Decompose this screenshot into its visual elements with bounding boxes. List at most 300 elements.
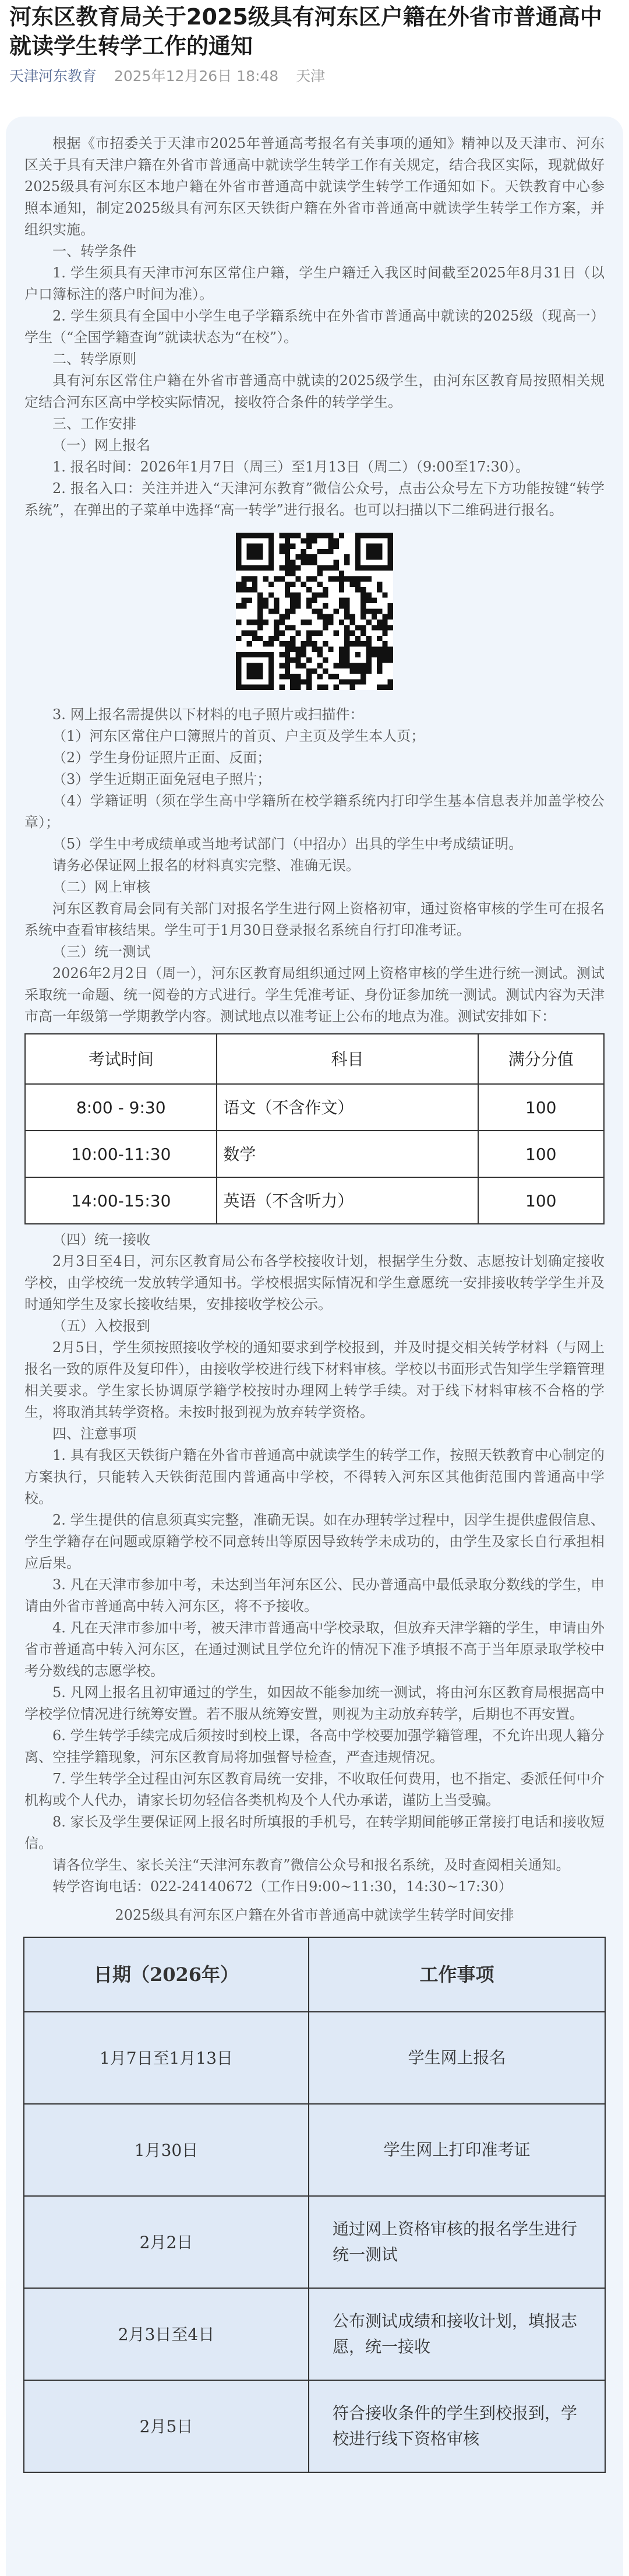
qr-module <box>361 565 366 571</box>
qr-module <box>377 685 382 690</box>
qr-module <box>361 631 366 636</box>
qr-module <box>344 647 349 652</box>
time-cell: 14:00-15:30 <box>25 1177 217 1224</box>
qr-module <box>252 554 257 559</box>
qr-module <box>236 544 241 549</box>
qr-module <box>334 608 339 614</box>
qr-module <box>252 549 257 554</box>
qr-module <box>323 641 328 646</box>
qr-module <box>344 576 349 581</box>
qr-module <box>344 554 349 559</box>
qr-module <box>317 674 323 679</box>
qr-module <box>290 533 295 538</box>
qr-module <box>382 641 387 646</box>
qr-module <box>377 554 382 559</box>
qr-module <box>350 663 355 668</box>
qr-module <box>312 598 317 603</box>
qr-module <box>372 625 377 630</box>
qr-module <box>252 620 257 625</box>
qr-module <box>279 631 284 636</box>
qr-module <box>377 549 382 554</box>
qr-module <box>339 647 344 652</box>
task-cell: 公布测试成绩和接收计划，填报志愿，统一接收 <box>309 2288 605 2380</box>
article-title: 河东区教育局关于2025级具有河东区户籍在外省市普通高中就读学生转学工作的通知 <box>9 4 602 59</box>
qr-module <box>301 538 306 543</box>
paragraph: 1. 具有我区天铁街户籍在外省市普通高中就读学生的转学工作，按照天铁教育中心制定的方案执行，只能转入天铁街范围内普通高中学校，不得转入河东区其他街范围内普通高中学校。 <box>24 1447 605 1507</box>
qr-module <box>279 674 284 679</box>
qr-module <box>388 554 393 559</box>
qr-module <box>241 603 246 608</box>
qr-module <box>247 641 252 646</box>
qr-module <box>263 598 268 603</box>
qr-module <box>355 533 361 538</box>
qr-module <box>388 614 393 620</box>
qr-module <box>366 576 371 581</box>
qr-module <box>301 549 306 554</box>
qr-module <box>312 608 317 614</box>
qr-module <box>361 587 366 592</box>
qr-module <box>366 668 371 674</box>
qr-module <box>268 657 274 663</box>
material-item: （4）学籍证明（须在学生高中学籍所在校学籍系统内打印学生基本信息表并加盖学校公章）； <box>24 793 605 830</box>
qr-module <box>290 679 295 684</box>
qr-module <box>241 565 246 571</box>
qr-module <box>361 598 366 603</box>
qr-module <box>290 636 295 641</box>
qr-module <box>285 663 290 668</box>
header-cell: 满分分值 <box>478 1034 604 1084</box>
subsection-heading: （三）统一测试 <box>52 944 150 960</box>
qr-module <box>285 652 290 657</box>
qr-module <box>290 582 295 587</box>
qr-module <box>377 668 382 674</box>
qr-module <box>377 544 382 549</box>
qr-module <box>268 544 274 549</box>
qr-module <box>236 587 241 592</box>
material-item: （3）学生近期正面免冠电子照片； <box>52 771 271 787</box>
paragraph: 请各位学生、家长关注“天津河东教育”微信公众号和报名系统，及时查阅相关通知。 <box>52 1857 570 1873</box>
qr-module <box>388 549 393 554</box>
qr-module <box>382 652 387 657</box>
qr-module <box>355 663 361 668</box>
paragraph: 3. 网上报名需提供以下材料的电子照片或扫描件： <box>52 706 364 723</box>
qr-module <box>323 625 328 630</box>
header-cell: 科目 <box>217 1034 478 1084</box>
qr-module <box>236 685 241 690</box>
qr-module <box>295 603 301 608</box>
qr-module <box>285 565 290 571</box>
section-heading: 三、工作安排 <box>52 416 136 432</box>
qr-module <box>252 565 257 571</box>
qr-module <box>274 598 279 603</box>
qr-module <box>263 641 268 646</box>
qr-module <box>263 620 268 625</box>
task-cell: 通过网上资格审核的报名学生进行统一测试 <box>309 2196 605 2288</box>
qr-module <box>247 631 252 636</box>
qr-module <box>388 544 393 549</box>
qr-module <box>366 641 371 646</box>
qr-module <box>241 598 246 603</box>
qr-module <box>377 620 382 625</box>
qr-module <box>268 674 274 679</box>
qr-module <box>328 620 333 625</box>
paragraph: 2月3日至4日，河东区教育局公布各学校接收计划，根据学生分数、志愿按计划确定接收学校，由学校统一发放转学通知书。学校根据实际情况和学生意愿统一安排接收转学学生并及时通知学生及家长接收结果，安排接收学校公示。 <box>24 1253 605 1312</box>
qr-module <box>334 685 339 690</box>
qr-module <box>279 641 284 646</box>
qr-module <box>323 533 328 538</box>
qr-module <box>339 587 344 592</box>
table-header-row <box>25 1034 604 1084</box>
qr-module <box>268 592 274 597</box>
qr-module <box>344 560 349 565</box>
qr-module <box>382 614 387 620</box>
qr-module <box>295 657 301 663</box>
qr-module <box>323 603 328 608</box>
qr-module <box>252 576 257 581</box>
material-item: （5）学生中考成绩单或当地考试部门（中招办）出具的学生中考成绩证明。 <box>52 836 523 852</box>
score-cell: 100 <box>478 1131 604 1177</box>
qr-module <box>350 576 355 581</box>
registration-qr-code-icon[interactable] <box>236 533 393 690</box>
qr-module <box>355 544 361 549</box>
qr-module <box>312 560 317 565</box>
qr-module <box>372 652 377 657</box>
header-cell: 工作事项 <box>309 1937 605 2012</box>
qr-module <box>317 685 323 690</box>
qr-module <box>377 652 382 657</box>
qr-module <box>323 592 328 597</box>
qr-module <box>334 674 339 679</box>
qr-module <box>279 565 284 571</box>
qr-module <box>382 647 387 652</box>
qr-module <box>355 560 361 565</box>
date-cell: 2月5日 <box>24 2380 309 2472</box>
table-row <box>24 2012 605 2104</box>
qr-module <box>301 582 306 587</box>
paragraph: 2026年2月2日（周一），河东区教育局组织通过网上资格审核的学生进行统一测试。测试采取统一命题、统一阅卷的方式进行。学生凭准考证、身份证参加统一测试。测试内容为天津市高一年级第一学期教学内容。测试地点以准考证上公布的地点为准。测试安排如下： <box>24 965 605 1025</box>
qr-module <box>306 620 312 625</box>
qr-module <box>361 663 366 668</box>
date-cell: 1月30日 <box>24 2104 309 2196</box>
qr-module <box>285 582 290 587</box>
material-item: （1）河东区常住户口簿照片的首页、户主页及学生本人页； <box>52 728 425 744</box>
qr-module <box>268 641 274 646</box>
qr-module <box>301 554 306 559</box>
qr-module <box>247 668 252 674</box>
qr-module <box>306 631 312 636</box>
qr-module <box>236 565 241 571</box>
qr-module <box>388 603 393 608</box>
qr-module <box>361 603 366 608</box>
qr-module <box>339 679 344 684</box>
qr-module <box>372 598 377 603</box>
paragraph: 4. 凡在天津市参加中考，被天津市普通高中学校录取，但放弃天津学籍的学生，申请由外省市普通高中转入河东区，在通过测试且学位允许的情况下准予填报不高于当年原录取学校中考分数线的志愿学校。 <box>24 1620 605 1679</box>
qr-module <box>247 587 252 592</box>
paragraph: 2. 学生须具有全国中小学生电子学籍系统中在外省市普通高中就读的2025级（现高一）学生（“全国学籍查询”就读状态为“在校”）。 <box>24 308 605 346</box>
qr-module <box>295 554 301 559</box>
qr-module <box>285 538 290 543</box>
qr-module <box>285 549 290 554</box>
qr-module <box>252 663 257 668</box>
qr-module <box>312 554 317 559</box>
qr-module <box>328 614 333 620</box>
qr-module <box>263 533 268 538</box>
qr-module <box>377 636 382 641</box>
publish-date: 2025年12月26日 18:48 <box>114 68 279 85</box>
qr-module <box>236 549 241 554</box>
qr-module <box>328 565 333 571</box>
qr-module <box>279 652 284 657</box>
paragraph: 8. 家长及学生要保证网上报名时所填报的手机号，在转学期间能够正常接打电话和接收短信。 <box>24 1814 605 1852</box>
qr-module <box>268 652 274 657</box>
article-meta <box>9 66 621 86</box>
qr-module <box>268 565 274 571</box>
qr-module <box>257 598 263 603</box>
qr-module <box>306 587 312 592</box>
qr-module <box>361 668 366 674</box>
qr-module <box>344 631 349 636</box>
qr-module <box>361 592 366 597</box>
qr-module <box>366 636 371 641</box>
date-cell: 2月2日 <box>24 2196 309 2288</box>
qr-module <box>372 565 377 571</box>
qr-module <box>306 641 312 646</box>
paragraph: 1. 报名时间：2026年1月7日（周三）至1月13日（周二）（9:00至17:30）。 <box>52 459 530 475</box>
qr-module <box>350 620 355 625</box>
qr-module <box>355 587 361 592</box>
qr-module <box>236 663 241 668</box>
qr-module <box>388 538 393 543</box>
paragraph: 2月5日，学生须按照接收学校的通知要求到学校报到，并及时提交相关转学材料（与网上报名一致的原件及复印件），由接收学校进行线下材料审核。学校以书面形式告知学生学籍管理相关要求。学生家长协调原学籍学校按时办理网上转学手续。对于线下材料审核不合格的学生，将取消其转学资格。未按时报到视为放弃转学资格。 <box>24 1339 605 1420</box>
task-cell: 符合接收条件的学生到校报到，学校进行线下资格审核 <box>309 2380 605 2472</box>
qr-module <box>388 625 393 630</box>
paragraph: 2. 学生提供的信息须真实完整，准确无误。如在办理转学过程中，因学生提供虚假信息、学生学籍存在问题或原籍学校不同意转出等原因导致转学未成功的，由学生及家长自行承担相应后果。 <box>24 1512 605 1571</box>
qr-module <box>355 554 361 559</box>
qr-module <box>323 685 328 690</box>
section-heading: 二、转学原则 <box>52 351 136 367</box>
qr-module <box>328 538 333 543</box>
qr-module <box>257 663 263 668</box>
qr-module <box>279 685 284 690</box>
qr-module <box>361 679 366 684</box>
qr-module <box>241 587 246 592</box>
qr-module <box>317 571 323 576</box>
qr-module <box>355 625 361 630</box>
qr-module <box>377 663 382 668</box>
paragraph: 具有河东区常住户籍在外省市普通高中就读的2025级学生，由河东区教育局按照相关规定结合河东区高中学校实际情况，接收符合条件的转学学生。 <box>24 372 605 410</box>
qr-module <box>366 554 371 559</box>
qr-module <box>236 582 241 587</box>
header-cell: 考试时间 <box>25 1034 217 1084</box>
qr-module <box>257 592 263 597</box>
publish-location: 天津 <box>296 68 326 85</box>
qr-module <box>268 560 274 565</box>
paragraph: 7. 学生转学全过程由河东区教育局统一安排，不收取任何费用，也不指定、委派任何中介机构或个人代办，请家长切勿轻信各类机构及个人代办承诺，谨防上当受骗。 <box>24 1771 605 1808</box>
qr-module <box>295 631 301 636</box>
table-row <box>25 1084 604 1131</box>
qr-module <box>366 647 371 652</box>
qr-module <box>344 603 349 608</box>
qr-module <box>350 668 355 674</box>
qr-module <box>241 631 246 636</box>
timeline-caption: 2025级具有河东区户籍在外省市普通高中就读学生转学时间安排 <box>115 1907 514 1923</box>
author-link[interactable]: 天津河东教育 <box>9 68 97 85</box>
qr-module <box>339 533 344 538</box>
qr-module <box>295 576 301 581</box>
qr-module <box>339 571 344 576</box>
qr-module <box>268 668 274 674</box>
qr-module <box>334 565 339 571</box>
qr-module <box>366 544 371 549</box>
qr-module <box>301 620 306 625</box>
qr-module <box>268 663 274 668</box>
qr-module <box>268 538 274 543</box>
task-cell: 学生网上报名 <box>309 2012 605 2104</box>
qr-module <box>312 641 317 646</box>
qr-module <box>339 598 344 603</box>
qr-module <box>328 533 333 538</box>
qr-module <box>290 544 295 549</box>
qr-module <box>268 582 274 587</box>
table-row <box>24 2380 605 2472</box>
qr-module <box>312 576 317 581</box>
qr-module <box>268 554 274 559</box>
qr-module <box>366 533 371 538</box>
qr-module <box>247 565 252 571</box>
subsection-heading: （二）网上审核 <box>52 879 150 895</box>
qr-module <box>257 636 263 641</box>
qr-module <box>372 647 377 652</box>
qr-module <box>290 598 295 603</box>
qr-module <box>290 685 295 690</box>
header-cell: 日期（2026年） <box>24 1937 309 2012</box>
qr-module <box>285 554 290 559</box>
qr-module <box>301 663 306 668</box>
qr-module <box>241 576 246 581</box>
paragraph: 1. 学生须具有天津市河东区常住户籍，学生户籍迁入我区时间截至2025年8月31日（以户口簿标注的落户时间为准）。 <box>24 265 605 302</box>
qr-module <box>388 652 393 657</box>
qr-module <box>382 625 387 630</box>
qr-module <box>236 560 241 565</box>
qr-module <box>344 608 349 614</box>
qr-module <box>377 565 382 571</box>
qr-module <box>382 565 387 571</box>
qr-module <box>247 554 252 559</box>
qr-module <box>361 641 366 646</box>
qr-module <box>317 631 323 636</box>
qr-module <box>317 592 323 597</box>
qr-module <box>295 679 301 684</box>
qr-module <box>323 565 328 571</box>
qr-module <box>285 533 290 538</box>
qr-module <box>328 549 333 554</box>
qr-module <box>274 620 279 625</box>
qr-module <box>382 631 387 636</box>
qr-module <box>382 685 387 690</box>
qr-module <box>382 657 387 663</box>
paragraph: 2. 报名入口：关注并进入“天津河东教育”微信公众号，点击公众号左下方功能按键“转学系统”，在弹出的子菜单中选择“高一转学”进行报名。也可以扫描以下二维码进行报名。 <box>24 480 605 518</box>
date-cell: 2月3日至4日 <box>24 2288 309 2380</box>
qr-module <box>350 614 355 620</box>
qr-module <box>247 533 252 538</box>
qr-module <box>355 565 361 571</box>
time-cell: 10:00-11:30 <box>25 1131 217 1177</box>
qr-module <box>339 657 344 663</box>
qr-module <box>361 614 366 620</box>
qr-module <box>355 679 361 684</box>
qr-module <box>290 592 295 597</box>
qr-module <box>355 668 361 674</box>
qr-module <box>236 603 241 608</box>
qr-module <box>312 647 317 652</box>
qr-module <box>285 614 290 620</box>
qr-module <box>247 576 252 581</box>
qr-module <box>306 554 312 559</box>
qr-module <box>323 657 328 663</box>
subject-cell: 英语（不含听力） <box>217 1177 478 1224</box>
qr-module <box>279 663 284 668</box>
qr-module <box>252 636 257 641</box>
qr-module <box>339 603 344 608</box>
qr-module <box>236 533 241 538</box>
qr-module <box>290 565 295 571</box>
qr-module <box>257 608 263 614</box>
qr-module <box>323 668 328 674</box>
qr-module <box>317 652 323 657</box>
qr-module <box>285 625 290 630</box>
qr-module <box>306 538 312 543</box>
qr-module <box>372 549 377 554</box>
table-row <box>25 1131 604 1177</box>
qr-module <box>285 668 290 674</box>
qr-module <box>247 685 252 690</box>
qr-module <box>334 663 339 668</box>
qr-module <box>344 652 349 657</box>
material-item: （2）学生身份证照片正面、反面； <box>52 749 271 766</box>
qr-module <box>295 565 301 571</box>
qr-module <box>295 647 301 652</box>
qr-module <box>306 576 312 581</box>
qr-module <box>366 598 371 603</box>
intro-paragraph: 根据《市招委关于天津市2025年普通高考报名有关事项的通知》精神以及天津市、河东区关于具有天津户籍在外省市普通高中就读学生转学工作有关规定，结合我区实际，现就做好2025级具有河东区本地户籍在外省市普通高中就读学生转学工作通知如下。天铁教育中心参照本通知，制定2025级具有河东区天铁街户籍在外省市普通高中就读学生转学工作方案，并组织实施。 <box>24 135 605 238</box>
date-cell: 1月7日至1月13日 <box>24 2012 309 2104</box>
qr-module <box>257 603 263 608</box>
test-schedule-table <box>24 1033 605 1224</box>
qr-module <box>306 533 312 538</box>
qr-module <box>388 565 393 571</box>
section-heading: 四、注意事项 <box>52 1426 136 1442</box>
qr-module <box>377 657 382 663</box>
qr-module <box>241 533 246 538</box>
qr-module <box>279 533 284 538</box>
subject-cell: 语文（不含作文） <box>217 1084 478 1131</box>
qr-module <box>361 625 366 630</box>
qr-module <box>247 544 252 549</box>
paragraph: 3. 凡在天津市参加中考，未达到当年河东区公、民办普通高中最低录取分数线的学生，申请由外省市普通高中转入河东区，将不予接收。 <box>24 1576 605 1614</box>
qr-module <box>295 674 301 679</box>
table-header-row <box>24 1937 605 2012</box>
qr-module <box>339 576 344 581</box>
qr-module <box>268 685 274 690</box>
qr-module <box>290 560 295 565</box>
qr-module <box>382 592 387 597</box>
qr-module <box>236 652 241 657</box>
qr-module <box>257 549 263 554</box>
qr-module <box>306 598 312 603</box>
qr-module <box>285 608 290 614</box>
qr-module <box>388 560 393 565</box>
qr-module <box>274 636 279 641</box>
